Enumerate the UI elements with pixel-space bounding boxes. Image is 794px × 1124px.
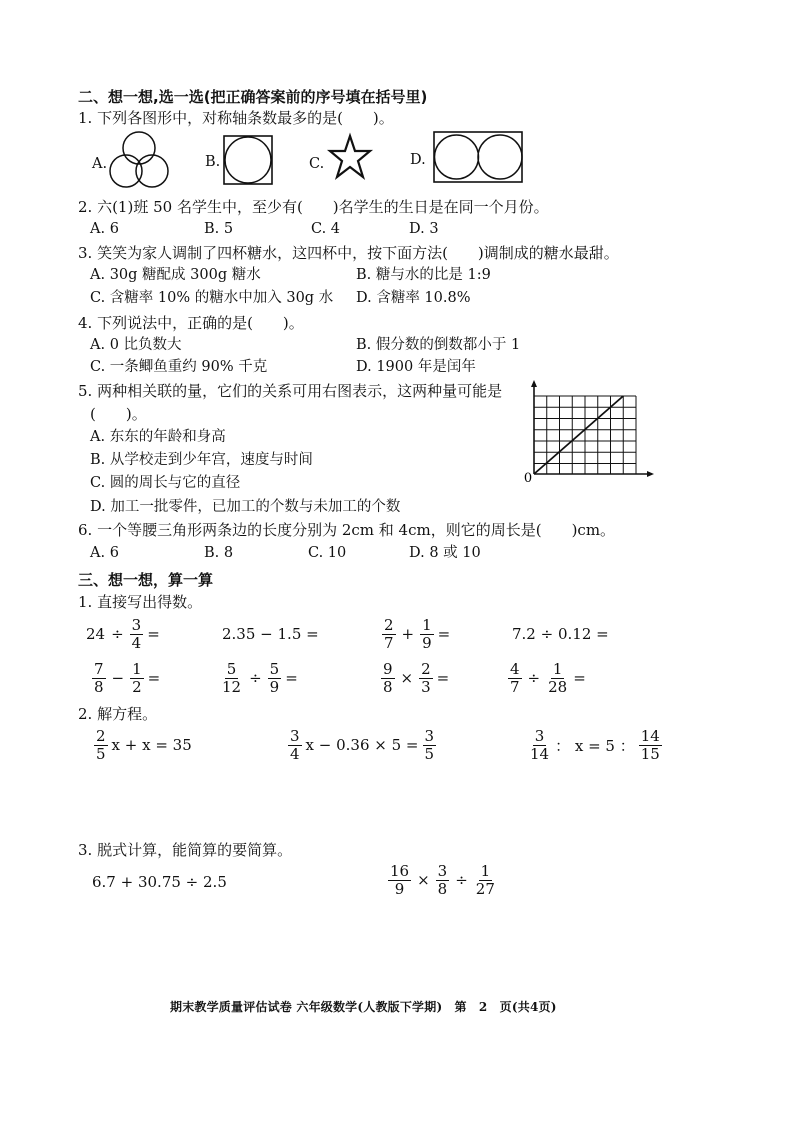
q2-option-d: D. 3	[409, 221, 439, 237]
q4-option-d: D. 1900 年是闰年	[356, 359, 476, 375]
simplify-expression-1: 6.7 + 30.75 ÷ 2.5	[92, 873, 227, 891]
q1-label-b: B.	[205, 154, 221, 170]
q3-option-d: D. 含糖率 10.8%	[356, 290, 471, 306]
calc-2-2: $\frac{5}{12}$ ÷ $\frac{5}{9}$ =	[222, 659, 298, 696]
proportion-line-graph	[520, 376, 656, 486]
question-6-stem: 6. 一个等腰三角形两条边的长度分别为 2cm 和 4cm，则它的周长是( )cm。	[78, 521, 616, 539]
three-circles-figure	[108, 128, 178, 194]
section-2-heading: 二、想一想,选一选(把正确答案前的序号填在括号里)	[78, 88, 428, 106]
calc-2-3: $\frac{9}{8}$ × $\frac{2}{3}$ =	[383, 659, 450, 696]
q1-label-a: A.	[92, 156, 108, 172]
q6-option-c: C. 10	[308, 545, 347, 561]
equation-2: $\frac{3}{4}$ x − 0.36 × 5 = $\frac{3}{5}$	[290, 726, 435, 763]
q2-option-a: A. 6	[90, 221, 119, 237]
q4-option-c: C. 一条鲫鱼重约 90% 千克	[90, 359, 268, 375]
calc-2-1: $\frac{7}{8}$ − $\frac{1}{2}$ =	[94, 659, 161, 696]
part-1-title: 1. 直接写出得数。	[78, 593, 203, 611]
q2-option-b: B. 5	[204, 221, 234, 237]
q3-option-a: A. 30g 糖配成 300g 糖水	[90, 267, 261, 283]
question-2-stem: 2. 六(1)班 50 名学生中，至少有( )名学生的生日是在同一个月份。	[78, 198, 549, 216]
part-2-title: 2. 解方程。	[78, 705, 158, 723]
x-axis-arrow-icon	[647, 471, 654, 477]
question-1-stem: 1. 下列各图形中，对称轴条数最多的是( )。	[78, 109, 394, 127]
section-3-heading: 三、想一想，算一算	[78, 571, 214, 589]
calc-2-4: $\frac{4}{7}$ ÷ $\frac{1}{28}$ =	[510, 659, 586, 696]
q6-option-a: A. 6	[90, 545, 119, 561]
q6-option-d: D. 8 或 10	[409, 545, 481, 561]
q3-option-b: B. 糖与水的比是 1:9	[356, 267, 491, 283]
q5-option-c: C. 圆的周长与它的直径	[90, 475, 241, 491]
q5-option-d: D. 加工一批零件，已加工的个数与未加工的个数	[90, 499, 401, 515]
graph-grid	[534, 396, 636, 474]
q1-label-c: C.	[309, 156, 325, 172]
question-5-blank: ( )。	[90, 405, 147, 423]
calc-1-3: $\frac{2}{7}$ + $\frac{1}{9}$ =	[384, 615, 451, 652]
q5-option-a: A. 东东的年龄和身高	[90, 429, 226, 445]
q3-option-c: C. 含糖率 10% 的糖水中加入 30g 水	[90, 290, 334, 306]
question-3-stem: 3. 笑笑为家人调制了四杯糖水，这四杯中，按下面方法( )调制成的糖水最甜。	[78, 244, 619, 262]
graph-origin-label: 0	[523, 471, 533, 486]
equation-3: $\frac{3}{14}$ ： x = 5 ： $\frac{14}{15}$	[530, 726, 660, 763]
q2-option-c: C. 4	[311, 221, 341, 237]
star-figure	[328, 134, 372, 180]
calc-1-2: 2.35 − 1.5 =	[222, 625, 319, 643]
question-4-stem: 4. 下列说法中，正确的是( )。	[78, 314, 304, 332]
two-circles-in-rectangle-figure	[433, 131, 525, 185]
calc-1-1: 24 ÷ $\frac{3}{4}$ =	[86, 615, 160, 652]
calc-1-4: 7.2 ÷ 0.12 =	[512, 625, 609, 643]
simplify-expression-2: $\frac{16}{9}$ × $\frac{3}{8}$ ÷ $\frac{1}{27}$	[390, 861, 495, 898]
q4-option-b: B. 假分数的倒数都小于 1	[356, 337, 521, 353]
circle-in-square-figure	[222, 134, 274, 186]
q5-option-b: B. 从学校走到少年宫，速度与时间	[90, 452, 313, 468]
page-footer: 期末教学质量评估试卷 六年级数学(人教版下学期) 第 2 页(共4页)	[170, 1000, 557, 1014]
q4-option-a: A. 0 比负数大	[90, 337, 182, 353]
q6-option-b: B. 8	[204, 545, 234, 561]
y-axis-arrow-icon	[531, 380, 537, 387]
equation-1: $\frac{2}{5}$ x + x = 35	[96, 726, 192, 763]
part-3-title: 3. 脱式计算，能简算的要简算。	[78, 841, 293, 859]
question-5-stem: 5. 两种相关联的量，它们的关系可用右图表示，这两种量可能是	[78, 382, 503, 400]
q1-label-d: D.	[410, 152, 426, 168]
